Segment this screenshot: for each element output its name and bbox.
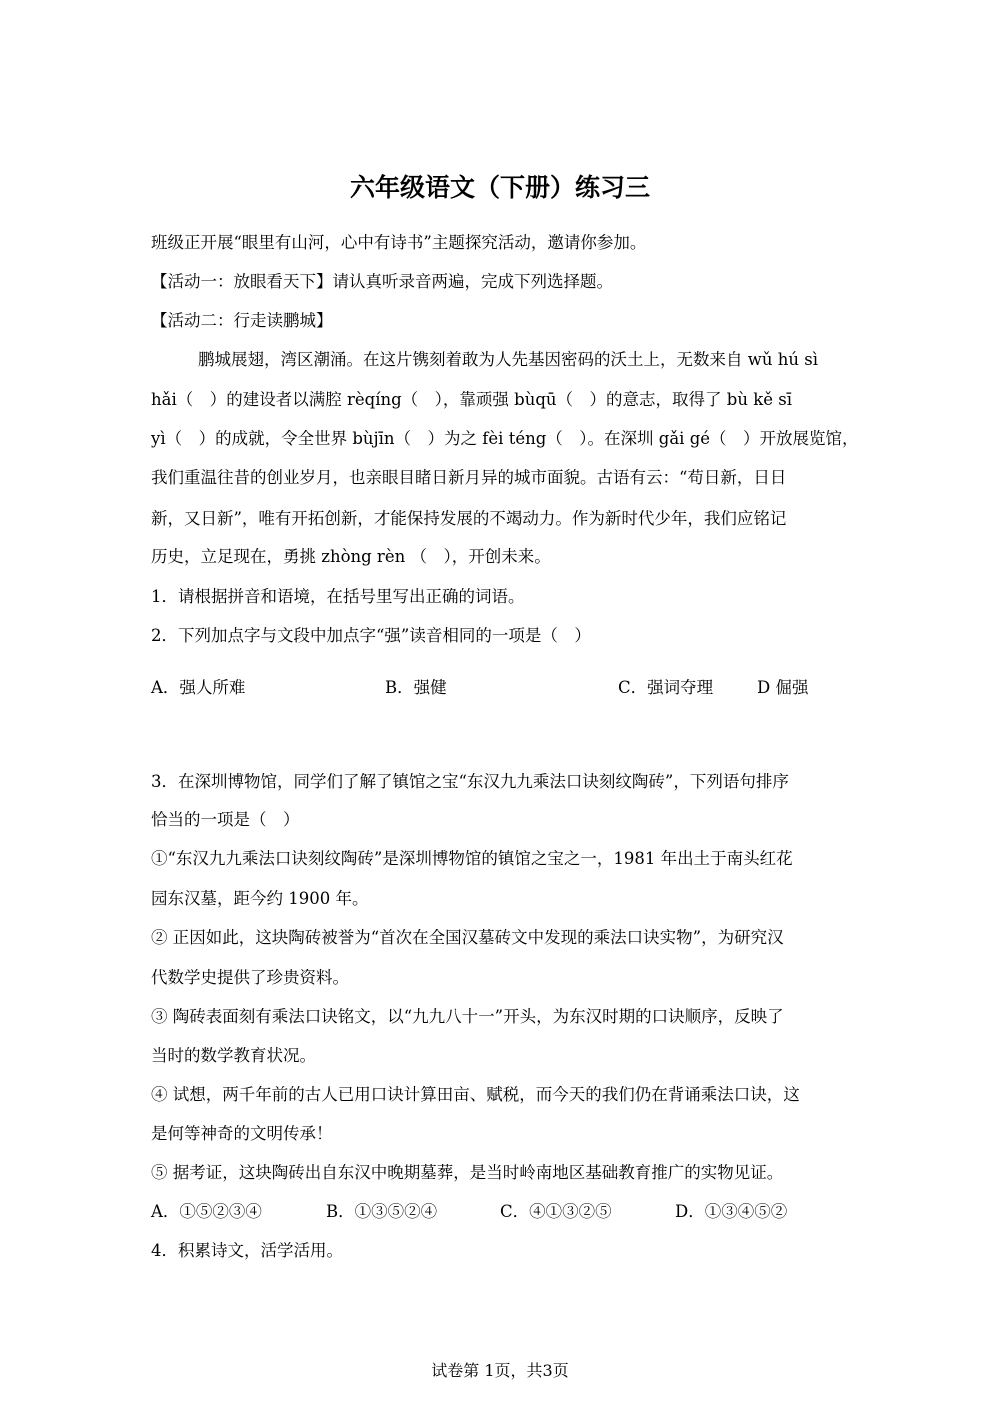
question-2: 2．下列加点字与文段中加点字“强”读音相同的一项是（ ） [151,626,591,645]
sentence-1-cont: 园东汉墓，距今约 1900 年。 [151,889,369,908]
question-1: 1．请根据拼音和语境，在括号里写出正确的词语。 [151,587,525,606]
passage-line: 新，又日新”，唯有开拓创新，才能保持发展的不竭动力。作为新时代少年，我们应铭记 [151,509,787,528]
option-b[interactable]: B．强健 [385,678,447,697]
sentence-2: ② 正因如此，这块陶砖被誉为“首次在全国汉墓砖文中发现的乘法口诀实物”，为研究汉 [151,928,784,947]
option-d[interactable]: D．①③④⑤② [675,1202,788,1221]
question-3-line: 恰当的一项是（ ） [151,810,300,829]
sentence-3-cont: 当时的数学教育状况。 [151,1046,316,1065]
sentence-5: ⑤ 据考证，这块陶砖出自东汉中晚期墓葬，是当时岭南地区基础教育推广的实物见证。 [151,1163,784,1182]
sentence-3: ③ 陶砖表面刻有乘法口诀铭文，以“九九八十一”开头，为东汉时期的口诀顺序，反映了 [151,1007,784,1026]
sentence-2-cont: 代数学史提供了珍贵资料。 [151,968,349,987]
passage-line: hǎi（ ）的建设者以满腔 rèqíng（ ），靠顽强 bùqū（ ）的意志，取得了 bù kě sī [151,390,792,409]
passage-line: yì（ ）的成就，令全世界 bùjīn（ ）为之 fèi téng（ ）。在深圳 gǎi gé（ ）开放展览馆， [151,429,859,448]
activity-one-heading: 【活动一：放眼看天下】请认真听录音两遍，完成下列选择题。 [151,272,613,291]
intro-text: 班级正开展“眼里有山河，心中有诗书”主题探究活动，邀请你参加。 [151,233,647,252]
page-title: 六年级语文（下册）练习三 [349,173,650,202]
option-c[interactable]: C．强词夺理 [618,678,714,697]
passage-line: 历史，立足现在，勇挑 zhòng rèn （ ），开创未来。 [151,547,551,566]
option-b[interactable]: B．①③⑤②④ [326,1202,438,1221]
page-footer: 试卷第 1页，共3页 [431,1361,569,1380]
sentence-4: ④ 试想，两千年前的古人已用口诀计算田亩、赋税，而今天的我们仍在背诵乘法口诀，这 [151,1085,800,1104]
question-4: 4．积累诗文，活学活用。 [151,1241,343,1260]
passage-line: 鹏城展翅，湾区潮涌。在这片镌刻着敢为人先基因密码的沃土上，无数来自 wǔ hú sì [198,350,818,369]
question-3-line: 3．在深圳博物馆，同学们了解了镇馆之宝“东汉九九乘法口诀刻纹陶砖”，下列语句排序 [151,772,789,791]
sentence-1: ①“东汉九九乘法口诀刻纹陶砖”是深圳博物馆的镇馆之宝之一，1981 年出土于南头红花 [151,849,793,868]
option-a[interactable]: A．①⑤②③④ [151,1202,262,1221]
option-d[interactable]: D 倔强 [757,678,809,697]
option-a[interactable]: A．强人所难 [151,678,246,697]
sentence-4-cont: 是何等神奇的文明传承！ [151,1124,333,1143]
passage-line: 我们重温往昔的创业岁月，也亲眼目睹日新月异的城市面貌。古语有云：“苟日新，日日 [151,468,787,487]
activity-two-heading: 【活动二：行走读鹏城】 [151,311,333,330]
option-c[interactable]: C．④①③②⑤ [500,1202,612,1221]
